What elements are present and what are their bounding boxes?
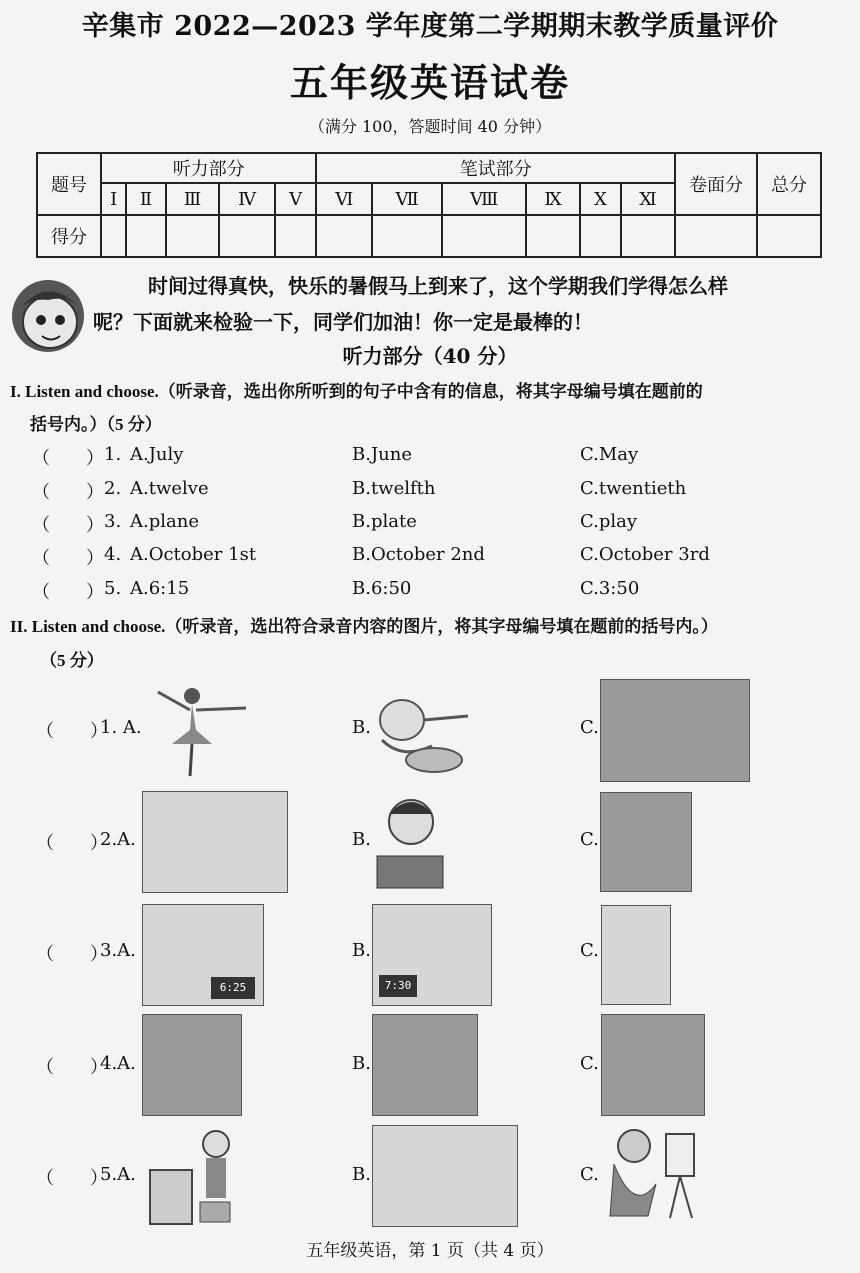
score-cell[interactable]	[757, 215, 821, 257]
part2-heading-cn: （听录音，选出符合录音内容的图片，将其字母编号填在题前的括号内。）	[165, 617, 718, 636]
option-c-label: C.	[580, 940, 599, 961]
picture-3b-going-to-school	[372, 904, 492, 1006]
question-number: 5.A.	[100, 1164, 136, 1185]
picture-1b-cooking	[372, 690, 472, 778]
score-cell[interactable]	[372, 215, 442, 257]
score-col-7: Ⅶ	[372, 183, 442, 215]
score-table-listening-group: 听力部分	[101, 153, 316, 183]
intro-line-2: 呢？下面就来检验一下，同学们加油！你一定是最棒的！	[93, 310, 593, 334]
picture-4b-snowman	[372, 1014, 478, 1116]
score-col-2: Ⅱ	[126, 183, 165, 215]
listening-section-title: 听力部分（40 分）	[342, 344, 518, 368]
intro-line-1: 时间过得真快，快乐的暑假马上到来了，这个学期我们学得怎么样	[148, 274, 728, 298]
option-b: B.October 2nd	[352, 544, 485, 565]
score-cell[interactable]	[101, 215, 126, 257]
option-c: C.October 3rd	[580, 544, 710, 565]
part2-heading-en: II. Listen and choose.	[10, 617, 166, 636]
picture-4a-autumn-tree	[142, 1014, 242, 1116]
picture-1c-picnic	[600, 679, 750, 782]
score-cell[interactable]	[316, 215, 372, 257]
answer-bracket[interactable]: （ ）	[32, 515, 104, 536]
score-cell[interactable]	[126, 215, 165, 257]
question-number: 3.A.	[100, 940, 136, 961]
picture-3a-boy-bedroom	[142, 904, 264, 1006]
score-col-9: Ⅸ	[526, 183, 580, 215]
option-b-label: B.	[352, 940, 371, 961]
score-table-total: 总分	[757, 153, 821, 215]
part1-heading	[10, 377, 703, 402]
option-b-label: B.	[352, 1053, 371, 1074]
question-number: 5.	[104, 578, 122, 599]
answer-bracket[interactable]: （ ）	[36, 1168, 108, 1189]
answer-bracket[interactable]: （ ）	[36, 721, 108, 742]
option-b-label: B.	[352, 829, 371, 850]
score-col-1: Ⅰ	[101, 183, 126, 215]
option-c: C.play	[580, 511, 638, 532]
option-c: C.May	[580, 444, 639, 465]
score-table	[36, 152, 822, 258]
part2-heading	[10, 612, 718, 637]
score-cell[interactable]	[166, 215, 220, 257]
question-number: 2.A.	[100, 829, 136, 850]
score-cell[interactable]	[621, 215, 675, 257]
score-col-11: Ⅺ	[621, 183, 675, 215]
picture-5b-family-tv	[372, 1125, 518, 1227]
answer-bracket[interactable]: （ ）	[32, 448, 104, 469]
score-col-4: Ⅳ	[219, 183, 274, 215]
clock-3a: 6:25	[211, 977, 255, 999]
picture-2a-family-tv	[142, 791, 288, 893]
option-b: B.6:50	[352, 578, 412, 599]
option-b: B.plate	[352, 511, 417, 532]
picture-5c-painting	[600, 1124, 700, 1224]
exam-title-line1: 辛集市 2022—2023 学年度第二学期期末教学质量评价	[81, 11, 779, 42]
option-a: A.twelve	[130, 478, 209, 499]
score-cell[interactable]	[675, 215, 757, 257]
score-table-header-label: 题号	[37, 153, 101, 215]
score-col-5: Ⅴ	[275, 183, 317, 215]
picture-2b-girl-reading	[373, 790, 447, 890]
score-cell[interactable]	[219, 215, 274, 257]
picture-2c-boy-drawing	[600, 792, 692, 892]
answer-bracket[interactable]: （ ）	[36, 1057, 108, 1078]
option-a: A.plane	[130, 511, 199, 532]
score-cell[interactable]	[442, 215, 526, 257]
part1-heading-cn2: 括号内。）（5 分）	[30, 415, 162, 434]
picture-5a-washing-clothes	[144, 1126, 242, 1226]
option-b-label: B.	[352, 717, 371, 738]
score-col-8: Ⅷ	[442, 183, 526, 215]
option-b: B.June	[352, 444, 413, 465]
picture-1a-ballet-dancer	[150, 680, 250, 780]
score-cell[interactable]	[275, 215, 317, 257]
exam-subtitle: （满分 100，答题时间 40 分钟）	[308, 117, 552, 136]
part1-heading-en: I. Listen and choose.	[10, 382, 159, 401]
question-number: 4.A.	[100, 1053, 136, 1074]
answer-bracket[interactable]: （ ）	[32, 582, 104, 603]
option-c: C.twentieth	[580, 478, 687, 499]
answer-bracket[interactable]: （ ）	[32, 548, 104, 569]
option-c: C.3:50	[580, 578, 640, 599]
option-a: A.October 1st	[130, 544, 257, 565]
page-footer: 五年级英语，第 1 页（共 4 页）	[306, 1241, 554, 1261]
option-b-label: B.	[352, 1164, 371, 1185]
question-number: 1.	[104, 444, 122, 465]
score-cell[interactable]	[526, 215, 580, 257]
option-c-label: C.	[580, 1164, 599, 1185]
option-b: B.twelfth	[352, 478, 436, 499]
clock-3b: 7:30	[379, 975, 417, 997]
score-col-6: Ⅵ	[316, 183, 372, 215]
option-a: A.6:15	[130, 578, 190, 599]
option-a: A.July	[130, 444, 184, 465]
score-col-10: Ⅹ	[580, 183, 621, 215]
part1-heading-cn: （听录音，选出你所听到的句子中含有的信息，将其字母编号填在题前的	[158, 382, 703, 401]
question-number: 2.	[104, 478, 122, 499]
option-c-label: C.	[580, 829, 599, 850]
score-cell[interactable]	[580, 215, 621, 257]
score-table-neatness: 卷面分	[675, 153, 757, 215]
score-table-score-label: 得分	[37, 215, 101, 257]
answer-bracket[interactable]: （ ）	[36, 944, 108, 965]
picture-3c-kids-playing	[601, 905, 671, 1005]
option-c-label: C.	[580, 717, 599, 738]
picture-4c-beach	[601, 1014, 705, 1116]
option-c-label: C.	[580, 1053, 599, 1074]
score-table-writing-group: 笔试部分	[316, 153, 675, 183]
score-col-3: Ⅲ	[166, 183, 220, 215]
question-number: 1. A.	[100, 717, 142, 738]
part2-heading-cn2: （5 分）	[40, 651, 104, 670]
answer-bracket[interactable]: （ ）	[36, 833, 108, 854]
answer-bracket[interactable]: （ ）	[32, 482, 104, 503]
question-number: 4.	[104, 544, 122, 565]
exam-title-line2: 五年级英语试卷	[289, 60, 570, 105]
question-number: 3.	[104, 511, 122, 532]
